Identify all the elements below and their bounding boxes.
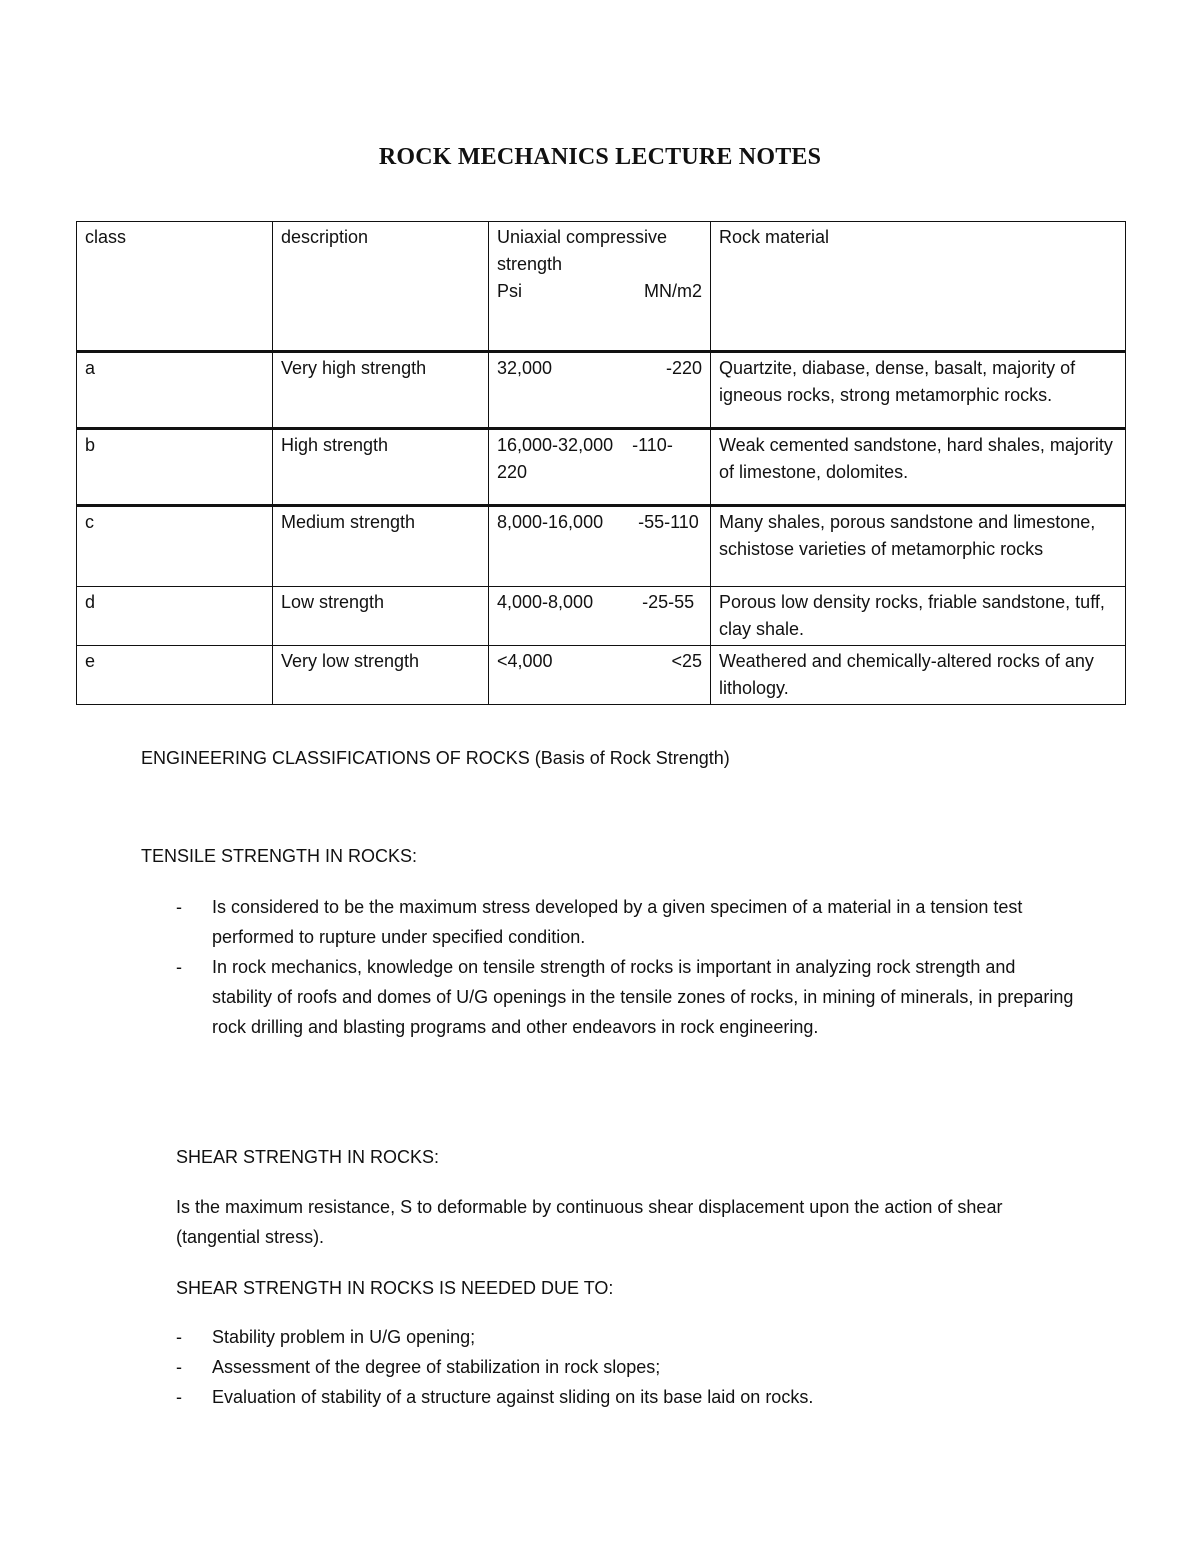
list-item: [176, 952, 1076, 1042]
row-mn: -220: [665, 358, 702, 378]
list-item: [176, 892, 1076, 952]
row-mn: <25: [671, 651, 702, 671]
row-mn: -55-110: [638, 512, 699, 532]
dash-bullet-icon: -: [176, 1357, 182, 1377]
row-mn: -25-55: [642, 592, 695, 612]
header-ucs-units: [497, 278, 702, 305]
row-material: Porous low density rocks, friable sandstone, tuff, clay shale.: [711, 587, 1126, 646]
row-strength: [489, 429, 711, 506]
dash-bullet-icon: -: [176, 1387, 182, 1407]
list-item-text: In rock mechanics, knowledge on tensile strength of rocks is important in analyzing rock strength and stability of roofs and domes of U/G openings in the tensile zones of rocks, in mining of minerals, in preparing rock drilling and blasting programs and other endeavors in rock engineering.: [212, 957, 1074, 1037]
row-class: d: [77, 587, 273, 646]
header-psi: Psi: [497, 281, 523, 301]
page-title: ROCK MECHANICS LECTURE NOTES: [378, 144, 822, 170]
shear-list: [176, 1322, 1076, 1412]
row-strength: [489, 587, 711, 646]
row-material: Weathered and chemically-altered rocks of any lithology.: [711, 646, 1126, 705]
row-psi: <4,000: [497, 651, 553, 671]
list-item: [176, 1352, 1076, 1382]
row-material: Weak cemented sandstone, hard shales, majority of limestone, dolomites.: [711, 429, 1126, 506]
row-description: Very low strength: [273, 646, 489, 705]
table-caption: ENGINEERING CLASSIFICATIONS OF ROCKS (Basis of Rock Strength): [141, 748, 730, 768]
dash-bullet-icon: -: [176, 1327, 182, 1347]
row-class: b: [77, 429, 273, 506]
row-description: Low strength: [273, 587, 489, 646]
list-item-text: Stability problem in U/G opening;: [212, 1327, 476, 1347]
table-row: [77, 429, 1126, 506]
shear-heading: SHEAR STRENGTH IN ROCKS:: [176, 1147, 440, 1167]
row-class: a: [77, 352, 273, 429]
header-class: class: [77, 222, 273, 352]
row-strength-value: 16,000-32,000: [497, 435, 614, 455]
header-ucs: [489, 222, 711, 352]
header-material: Rock material: [711, 222, 1126, 352]
header-mn: MN/m2: [644, 281, 702, 301]
table-row: [77, 506, 1126, 587]
list-item-text: Assessment of the degree of stabilization in rock slopes;: [212, 1357, 661, 1377]
row-mn: -110-220: [497, 435, 673, 482]
list-item: [176, 1382, 1076, 1412]
row-description: High strength: [273, 429, 489, 506]
header-ucs-line2: strength: [497, 254, 563, 274]
row-material: Quartzite, diabase, dense, basalt, majority of igneous rocks, strong metamorphic rocks.: [711, 352, 1126, 429]
row-strength-value: 8,000-16,000: [497, 512, 604, 532]
table-row: [77, 352, 1126, 429]
row-strength: [489, 506, 711, 587]
tensile-list: [176, 892, 1076, 1042]
shear-needed-heading: SHEAR STRENGTH IN ROCKS IS NEEDED DUE TO:: [176, 1278, 614, 1298]
row-description: Medium strength: [273, 506, 489, 587]
list-item-text: Evaluation of stability of a structure against sliding on its base laid on rocks.: [212, 1387, 814, 1407]
shear-definition: Is the maximum resistance, S to deformable by continuous shear displacement upon the action of shear (tangential stress).: [176, 1197, 1003, 1247]
table-row: [77, 587, 1126, 646]
row-description: Very high strength: [273, 352, 489, 429]
table-header-row: [77, 222, 1126, 352]
row-class: c: [77, 506, 273, 587]
dash-bullet-icon: -: [176, 897, 182, 917]
table-row: [77, 646, 1126, 705]
list-item: [176, 1322, 1076, 1352]
row-strength-value: 4,000-8,000: [497, 592, 594, 612]
tensile-heading: TENSILE STRENGTH IN ROCKS:: [141, 846, 418, 866]
list-item-text: Is considered to be the maximum stress developed by a given specimen of a material in a tension test performed to rupture under specified condition.: [212, 897, 1023, 947]
row-class: e: [77, 646, 273, 705]
row-strength: [489, 352, 711, 429]
rock-strength-table: [76, 221, 1126, 705]
row-strength: [489, 646, 711, 705]
row-psi: 32,000: [497, 358, 553, 378]
header-ucs-line1: Uniaxial compressive: [497, 227, 668, 247]
header-description: description: [273, 222, 489, 352]
row-material: Many shales, porous sandstone and limestone, schistose varieties of metamorphic rocks: [711, 506, 1126, 587]
dash-bullet-icon: -: [176, 957, 182, 977]
